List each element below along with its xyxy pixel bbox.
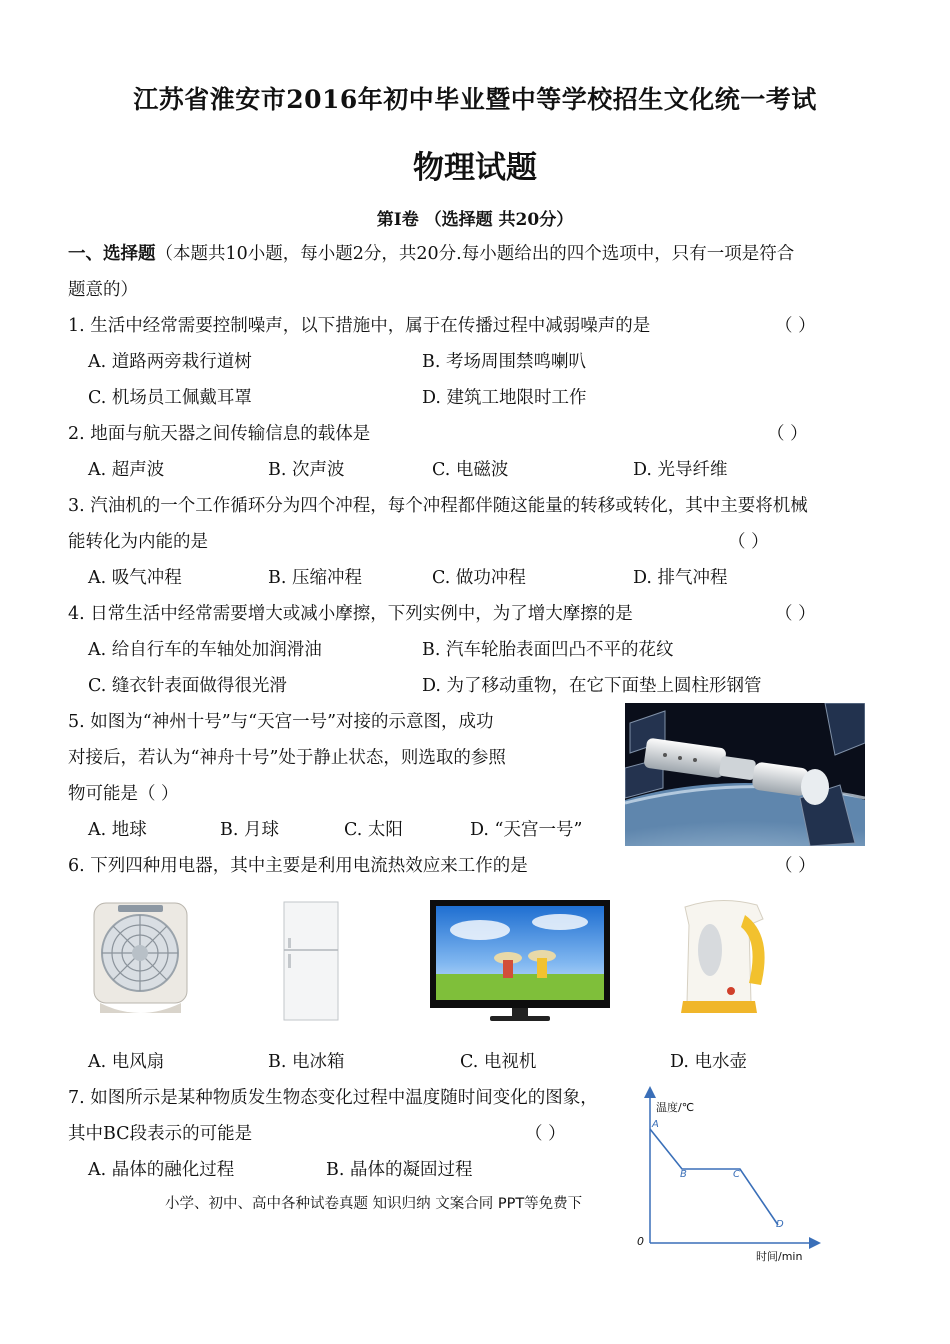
q7-stem: 7. 如图所示是某种物质发生物态变化过程中温度随时间变化的图象， — [68, 1088, 598, 1108]
point-c-label: C — [733, 1169, 740, 1180]
section-heading: 第Ⅰ卷 （选择题 共20分） — [376, 210, 574, 230]
x-axis-label: 时间/min — [756, 1250, 803, 1263]
q6-option-d[interactable]: D. 电水壶 — [670, 1052, 748, 1072]
q3-option-d[interactable]: D. 排气冲程 — [633, 568, 728, 588]
part1-instructions-line2: 题意的） — [68, 280, 138, 300]
q1-option-d[interactable]: D. 建筑工地限时工作 — [422, 388, 587, 408]
q4-option-a[interactable]: A. 给自行车的车轴处加润滑油 — [88, 640, 322, 660]
refrigerator-image — [282, 900, 340, 1022]
q3-answer-blank[interactable]: （ ） — [728, 532, 769, 552]
q3-stem-line2: 能转化为内能的是 — [68, 532, 208, 552]
origin-label: 0 — [637, 1235, 644, 1248]
part1-instructions — [68, 240, 794, 265]
q1-option-c[interactable]: C. 机场员工佩戴耳罩 — [88, 388, 252, 408]
q5-stem: 5. 如图为“神州十号”与“天宫一号”对接的示意图，成功 — [68, 712, 494, 732]
point-b-label: B — [680, 1169, 687, 1180]
q1-answer-blank[interactable]: （ ） — [775, 316, 816, 336]
exam-title: 江苏省淮安市2016年初中毕业暨中等学校招生文化统一考试 — [133, 85, 817, 114]
point-d-label: D — [776, 1219, 784, 1230]
q2-answer-blank[interactable]: （ ） — [767, 424, 808, 444]
part1-heading: 一、选择题 — [68, 244, 156, 264]
q7-option-a[interactable]: A. 晶体的融化过程 — [88, 1160, 235, 1180]
q5-stem-line3: 物可能是（ ） — [68, 784, 179, 804]
footer-note: 小学、初中、高中各种试卷真题 知识归纳 文案合同 PPT等免费下 — [165, 1196, 583, 1212]
q6-option-c[interactable]: C. 电视机 — [460, 1052, 537, 1072]
q6-stem: 6. 下列四种用电器，其中主要是利用电流热效应来工作的是 — [68, 856, 528, 876]
q1-option-a[interactable]: A. 道路两旁栽行道树 — [88, 352, 252, 372]
q3-option-c[interactable]: C. 做功冲程 — [432, 568, 526, 588]
docking-image — [625, 703, 865, 846]
q5-option-d[interactable]: D. “天宫一号” — [470, 820, 583, 840]
q5-option-c[interactable]: C. 太阳 — [344, 820, 403, 840]
q2-option-d[interactable]: D. 光导纤维 — [633, 460, 728, 480]
point-a-label: A — [652, 1119, 659, 1130]
q6-answer-blank[interactable]: （ ） — [775, 856, 816, 876]
q3-option-b[interactable]: B. 压缩冲程 — [268, 568, 362, 588]
q3-option-a[interactable]: A. 吸气冲程 — [88, 568, 182, 588]
television-image — [430, 900, 610, 1024]
electric-kettle-image — [665, 895, 775, 1020]
q4-answer-blank[interactable]: （ ） — [775, 604, 816, 624]
q5-option-b[interactable]: B. 月球 — [220, 820, 279, 840]
q1-stem: 1. 生活中经常需要控制噪声，以下措施中，属于在传播过程中减弱噪声的是 — [68, 316, 651, 336]
temperature-time-graph — [630, 1085, 830, 1265]
q6-option-a[interactable]: A. 电风扇 — [88, 1052, 165, 1072]
q5-option-a[interactable]: A. 地球 — [88, 820, 147, 840]
q4-stem: 4. 日常生活中经常需要增大或减小摩擦，下列实例中，为了增大摩擦的是 — [68, 604, 633, 624]
q2-option-a[interactable]: A. 超声波 — [88, 460, 165, 480]
q2-option-c[interactable]: C. 电磁波 — [432, 460, 509, 480]
q2-stem: 2. 地面与航天器之间传输信息的载体是 — [68, 424, 371, 444]
electric-fan-image — [88, 895, 193, 1020]
q7-stem-line2: 其中BC段表示的可能是 — [68, 1124, 253, 1144]
q4-option-b[interactable]: B. 汽车轮胎表面凹凸不平的花纹 — [422, 640, 674, 660]
q4-option-d[interactable]: D. 为了移动重物，在它下面垫上圆柱形钢管 — [422, 676, 762, 696]
q2-option-b[interactable]: B. 次声波 — [268, 460, 345, 480]
q3-stem: 3. 汽油机的一个工作循环分为四个冲程，每个冲程都伴随这能量的转移或转化，其中主要将机械 — [68, 496, 808, 516]
q5-stem-line2: 对接后，若认为“神舟十号”处于静止状态，则选取的参照 — [68, 748, 506, 768]
q1-option-b[interactable]: B. 考场周围禁鸣喇叭 — [422, 352, 586, 372]
q4-option-c[interactable]: C. 缝衣针表面做得很光滑 — [88, 676, 287, 696]
q7-option-b[interactable]: B. 晶体的凝固过程 — [326, 1160, 473, 1180]
q7-answer-blank[interactable]: （ ） — [525, 1124, 566, 1144]
part1-instructions-line1: （本题共10小题，每小题2分，共20分.每小题给出的四个选项中，只有一项是符合 — [155, 244, 795, 264]
temperature-curve — [650, 1129, 778, 1225]
y-axis-label: 温度/℃ — [656, 1101, 695, 1114]
subject-title: 物理试题 — [413, 150, 537, 186]
q6-option-b[interactable]: B. 电冰箱 — [268, 1052, 345, 1072]
